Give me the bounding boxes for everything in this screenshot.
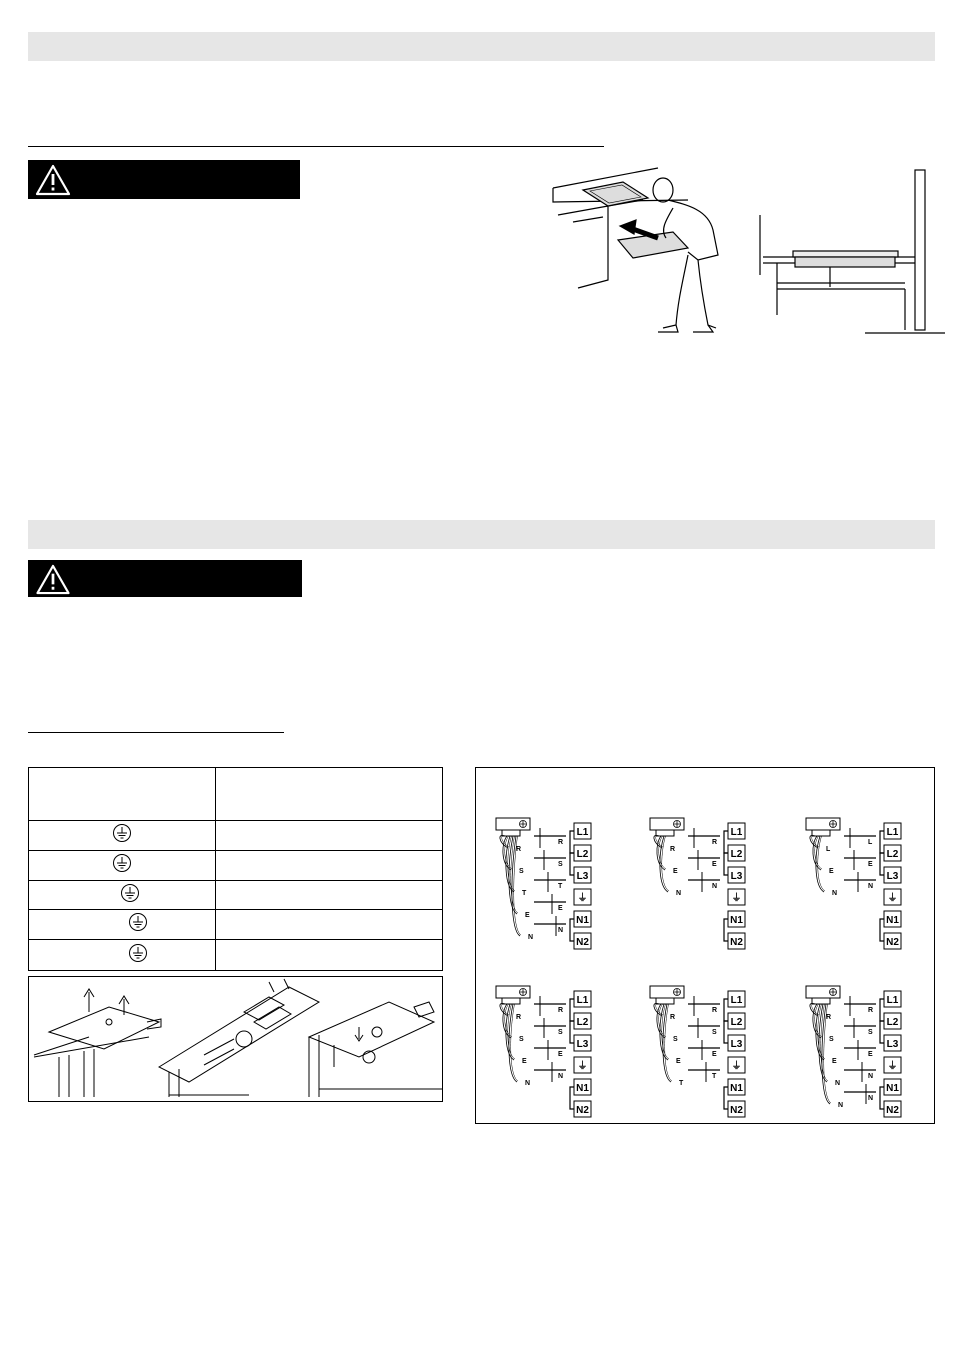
terminal-label: N2	[576, 937, 589, 948]
screw-icon	[674, 821, 681, 828]
wire-label: N	[832, 890, 838, 897]
terminal-label: L1	[576, 827, 589, 838]
wire-label: T	[679, 1080, 684, 1087]
wire	[657, 1004, 665, 1038]
wire-label: S	[673, 1036, 678, 1043]
bridge-label: S	[558, 861, 563, 868]
bridge-label: E	[712, 861, 717, 868]
wire-label: S	[829, 1036, 834, 1043]
wiring-diagrams-panel	[475, 767, 935, 1124]
wire-label: S	[519, 1036, 524, 1043]
wire-label: N	[835, 1080, 841, 1087]
screw-icon	[520, 989, 527, 996]
bridge-label: T	[712, 1073, 717, 1080]
bridge-label: E	[868, 1051, 873, 1058]
terminal-label: L2	[576, 1017, 589, 1028]
wire-label: R	[516, 1014, 522, 1021]
bridge-label: S	[712, 1029, 717, 1036]
bridge-label: N	[868, 883, 874, 890]
section-header-installation	[28, 32, 935, 61]
terminal-label: L1	[730, 827, 743, 838]
table-row	[29, 821, 443, 851]
earth-ground-icon	[120, 883, 140, 903]
table-row	[29, 940, 443, 971]
bridge-label: R	[558, 839, 564, 846]
terminal-label: L2	[730, 849, 743, 860]
terminal-label: N1	[576, 1083, 589, 1094]
terminal-label: ⏚	[731, 893, 742, 904]
terminal-label: N2	[886, 937, 899, 948]
terminal-label: N1	[886, 1083, 899, 1094]
wiring-diagram-4	[496, 986, 591, 1117]
bridge-label: S	[868, 1029, 873, 1036]
warning-triangle-icon	[34, 163, 72, 197]
bridge-label: S	[558, 1029, 563, 1036]
wire	[503, 836, 511, 870]
terminal-label: L3	[576, 1039, 589, 1050]
terminal-label: L1	[576, 995, 589, 1006]
wire-label: R	[516, 846, 522, 853]
wiring-diagram-1	[496, 818, 591, 949]
hob-installation-illustration	[548, 160, 738, 340]
terminal-label: L1	[886, 827, 899, 838]
terminal-label: N1	[576, 915, 589, 926]
bridge-label: N	[868, 1095, 874, 1102]
terminal-label: L3	[730, 1039, 743, 1050]
wire-label: N	[838, 1102, 844, 1109]
warning-triangle-icon	[34, 563, 72, 596]
terminal-label: ⏚	[731, 1061, 742, 1072]
terminal-label: N1	[730, 1083, 743, 1094]
wire-label: R	[670, 1014, 676, 1021]
bridge-label: N	[868, 1073, 874, 1080]
table-header-cell	[216, 768, 443, 821]
section-header-electrical-connection	[28, 520, 935, 549]
wire-label: N	[525, 1080, 531, 1087]
earth-ground-icon	[112, 823, 132, 843]
bridge-label: N	[558, 1073, 564, 1080]
terminal-label: ⏚	[887, 893, 898, 904]
terminal-cover-removal-illustration	[29, 977, 442, 1101]
bridge-label: R	[558, 1007, 564, 1014]
terminal-label: N2	[730, 937, 743, 948]
terminal-label: L3	[886, 871, 899, 882]
terminal-label: ⏚	[577, 1061, 588, 1072]
wire-label: N	[676, 890, 682, 897]
wire-label: S	[519, 868, 524, 875]
table-header-cell	[29, 768, 216, 821]
earth-ground-icon	[112, 853, 132, 873]
bridge-label: L	[868, 839, 873, 846]
bridge-label: E	[712, 1051, 717, 1058]
warning-banner-electrical	[28, 560, 302, 597]
terminal-label: L2	[886, 1017, 899, 1028]
bridge-label: N	[712, 883, 718, 890]
wiring-diagram-6	[806, 986, 901, 1117]
wire-label: E	[525, 912, 530, 919]
table-row	[29, 851, 443, 881]
bridge-label: N	[558, 927, 564, 934]
bridge-label: T	[558, 883, 563, 890]
wire-label: E	[829, 868, 834, 875]
terminal-label: N2	[576, 1105, 589, 1116]
bridge-label: R	[868, 1007, 874, 1014]
wiring-diagram-3	[806, 818, 901, 949]
wire	[657, 836, 665, 870]
connection-table	[28, 767, 443, 971]
terminal-block-illustration-panel	[28, 976, 443, 1102]
wire-label: E	[676, 1058, 681, 1065]
bridge-label: R	[712, 839, 718, 846]
bridge-label: R	[712, 1007, 718, 1014]
wiring-diagram-5	[650, 986, 745, 1117]
wire-label: R	[826, 1014, 832, 1021]
wire	[503, 1004, 511, 1038]
terminal-label: L1	[886, 995, 899, 1006]
subheading-underline	[28, 146, 604, 147]
bridge-label: E	[558, 905, 563, 912]
wire-label: T	[522, 890, 527, 897]
bridge-label: E	[558, 1051, 563, 1058]
terminal-label: N1	[886, 915, 899, 926]
wire-label: N	[528, 934, 534, 941]
screw-icon	[520, 821, 527, 828]
terminal-label: L2	[886, 849, 899, 860]
terminal-label: L2	[730, 1017, 743, 1028]
terminal-label: N1	[730, 915, 743, 926]
terminal-label: L3	[576, 871, 589, 882]
table-row	[29, 910, 443, 940]
screw-icon	[830, 989, 837, 996]
terminal-label: L2	[576, 849, 589, 860]
screw-icon	[674, 989, 681, 996]
wire-label: E	[673, 868, 678, 875]
wire-label: E	[832, 1058, 837, 1065]
screw-icon	[830, 821, 837, 828]
terminal-label: L3	[730, 871, 743, 882]
terminal-label: L1	[730, 995, 743, 1006]
wiring-diagram-2	[650, 818, 745, 949]
earth-ground-icon	[128, 943, 148, 963]
earth-ground-icon	[128, 912, 148, 932]
wire-label: L	[826, 846, 831, 853]
terminal-label: N2	[886, 1105, 899, 1116]
table-header-row	[29, 768, 443, 821]
terminal-label: ⏚	[887, 1061, 898, 1072]
bridge-label: E	[868, 861, 873, 868]
wire	[813, 836, 821, 870]
terminal-label: ⏚	[577, 893, 588, 904]
wire-label: R	[670, 846, 676, 853]
subheading-underline	[28, 732, 284, 733]
wiring-diagrams	[476, 768, 934, 1123]
warning-banner	[28, 160, 300, 199]
terminal-label: N2	[730, 1105, 743, 1116]
wire-label: E	[522, 1058, 527, 1065]
terminal-label: L3	[886, 1039, 899, 1050]
table-row	[29, 881, 443, 910]
hob-cross-section-diagram	[755, 165, 945, 345]
wire	[813, 1004, 821, 1038]
